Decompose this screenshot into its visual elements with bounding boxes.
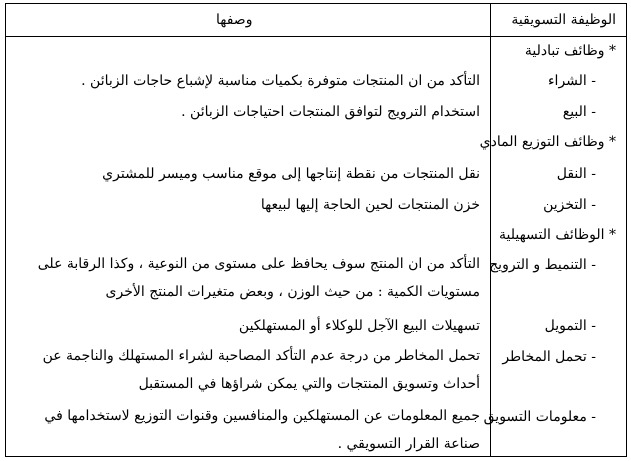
function-description: خزن المنتجات لحين الحاجة إليها لبيعها <box>260 197 480 213</box>
function-label: - التمويل <box>544 318 596 334</box>
function-label: - الشراء <box>547 73 596 89</box>
group-label: * وظائف تبادلية <box>524 43 616 59</box>
function-label: - التنميط و الترويج <box>489 257 596 273</box>
group-label: * وظائف التوزيع المادي <box>479 134 616 150</box>
function-description: تحمل المخاطر من درجة عدم التأكد المصاحبة لشراء المستهلك والناجمة عن أحداث وتسويق المنتجات والتي يمكن شراؤها في المستقبل <box>42 348 480 392</box>
function-label: - البيع <box>562 104 596 120</box>
function-description: نقل المنتجات من نقطة إنتاجها إلى موقع مناسب وميسر للمشتري <box>102 166 480 182</box>
function-description: جميع المعلومات عن المستهلكين والمنافسين وقنوات التوزيع لاستخدامها في صناعة القرار التسويقي . <box>44 408 480 452</box>
function-label: - التخزين <box>543 197 596 213</box>
group-label: * الوظائف التسهيلية <box>499 227 616 243</box>
function-label: - تحمل المخاطر <box>502 349 596 365</box>
column-divider <box>490 4 491 456</box>
header-description: وصفها <box>216 12 253 28</box>
header-function: الوظيفة التسويقية <box>511 12 616 28</box>
function-description: تسهيلات البيع الآجل للوكلاء أو المستهلكين <box>238 318 480 334</box>
function-label: - معلومات التسويق <box>483 409 596 425</box>
function-label: - النقل <box>556 166 596 182</box>
marketing-functions-table <box>5 3 627 457</box>
function-description: التأكد من ان المنتجات متوفرة بكميات مناسبة لإشباع حاجات الزبائن . <box>81 73 480 89</box>
header-divider <box>6 36 626 37</box>
function-description: التأكد من ان المنتج سوف يحافظ على مستوى من النوعية ، وكذا الرقابة على مستويات الكمية : من حيث الوزن ، وبعض متغيرات المنتج الأخرى <box>37 256 480 300</box>
function-description: استخدام الترويج لتوافق المنتجات احتياجات الزبائن . <box>181 104 480 120</box>
